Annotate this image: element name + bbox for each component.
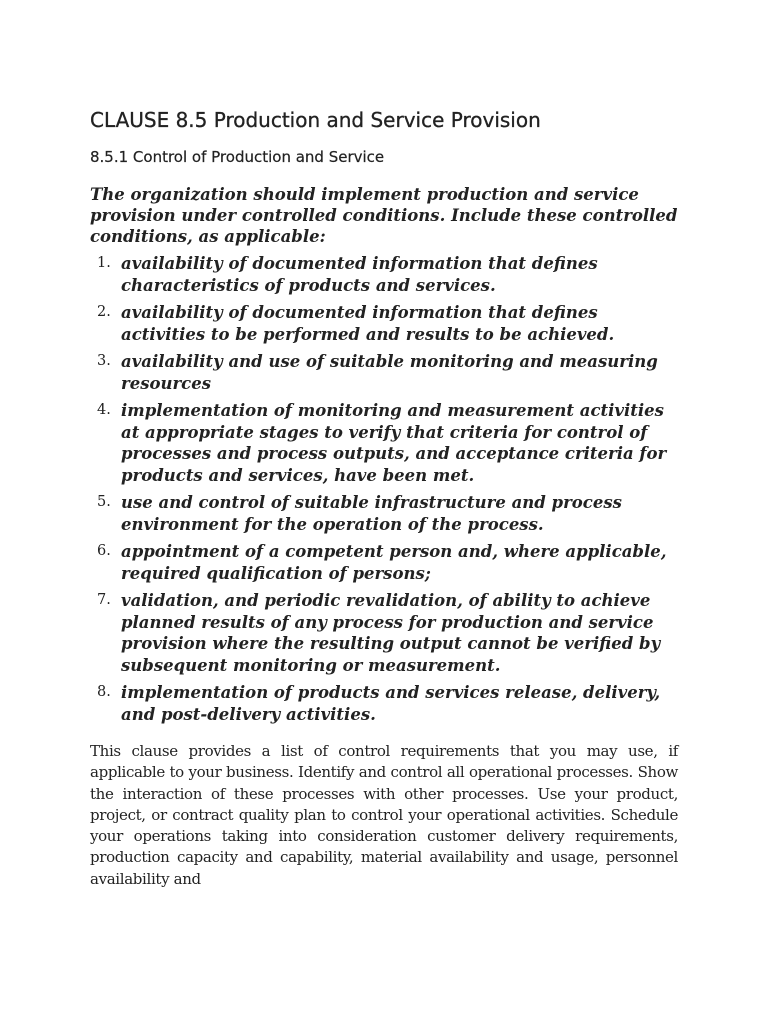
- list-item: [90, 400, 678, 486]
- list-item-text: availability and use of suitable monitoring and measuring resources: [121, 352, 658, 393]
- list-item-text: implementation of monitoring and measurement activities at appropriate stages to verify that criteria for control of processes and process outputs, and acceptance criteria for products and services, have been met.: [121, 401, 667, 485]
- list-item-number: 7.: [97, 592, 111, 608]
- list-item-number: 2.: [97, 304, 111, 320]
- list-item-number: 8.: [97, 684, 111, 700]
- list-item-number: 5.: [97, 494, 111, 510]
- list-item-number: 6.: [97, 543, 111, 559]
- list-item: [90, 590, 678, 676]
- list-item: [90, 351, 678, 394]
- list-item-text: availability of documented information that defines characteristics of products and services.: [121, 254, 598, 295]
- list-item: [90, 682, 678, 725]
- document-page: [90, 108, 678, 890]
- list-item: [90, 492, 678, 535]
- list-item-number: 4.: [97, 402, 111, 418]
- list-item-text: appointment of a competent person and, where applicable, required qualification of persons;: [121, 542, 667, 583]
- list-item-text: availability of documented information that defines activities to be performed and results to be achieved.: [121, 303, 615, 344]
- subclause-title: 8.5.1 Control of Production and Service: [90, 148, 385, 166]
- intro-paragraph: The organization should implement production and service provision under controlled conditions. Include these controlled conditions, as applicable:: [90, 185, 678, 246]
- list-item: [90, 253, 678, 296]
- requirements-list: [90, 253, 678, 725]
- list-item-number: 3.: [97, 353, 111, 369]
- list-item-text: validation, and periodic revalidation, of ability to achieve planned results of any process for production and service provision where the resulting output cannot be verified by subsequent monitoring or measurement.: [121, 591, 661, 675]
- list-item-text: implementation of products and services release, delivery, and post-delivery activities.: [121, 683, 661, 724]
- list-item-text: use and control of suitable infrastructure and process environment for the operation of the process.: [121, 493, 622, 534]
- list-item-number: 1.: [97, 255, 111, 271]
- list-item: [90, 302, 678, 345]
- list-item: [90, 541, 678, 584]
- body-paragraph: This clause provides a list of control requirements that you may use, if applicable to your business. Identify and control all operational processes. Show the interaction of these processes with other processes. Use your product, project, or contract quality plan to control your operational activities. Schedule your operations taking into consideration customer delivery requirements, production capacity and capability, material availability and usage, personnel availability and: [90, 742, 678, 888]
- clause-title: CLAUSE 8.5 Production and Service Provision: [90, 108, 541, 132]
